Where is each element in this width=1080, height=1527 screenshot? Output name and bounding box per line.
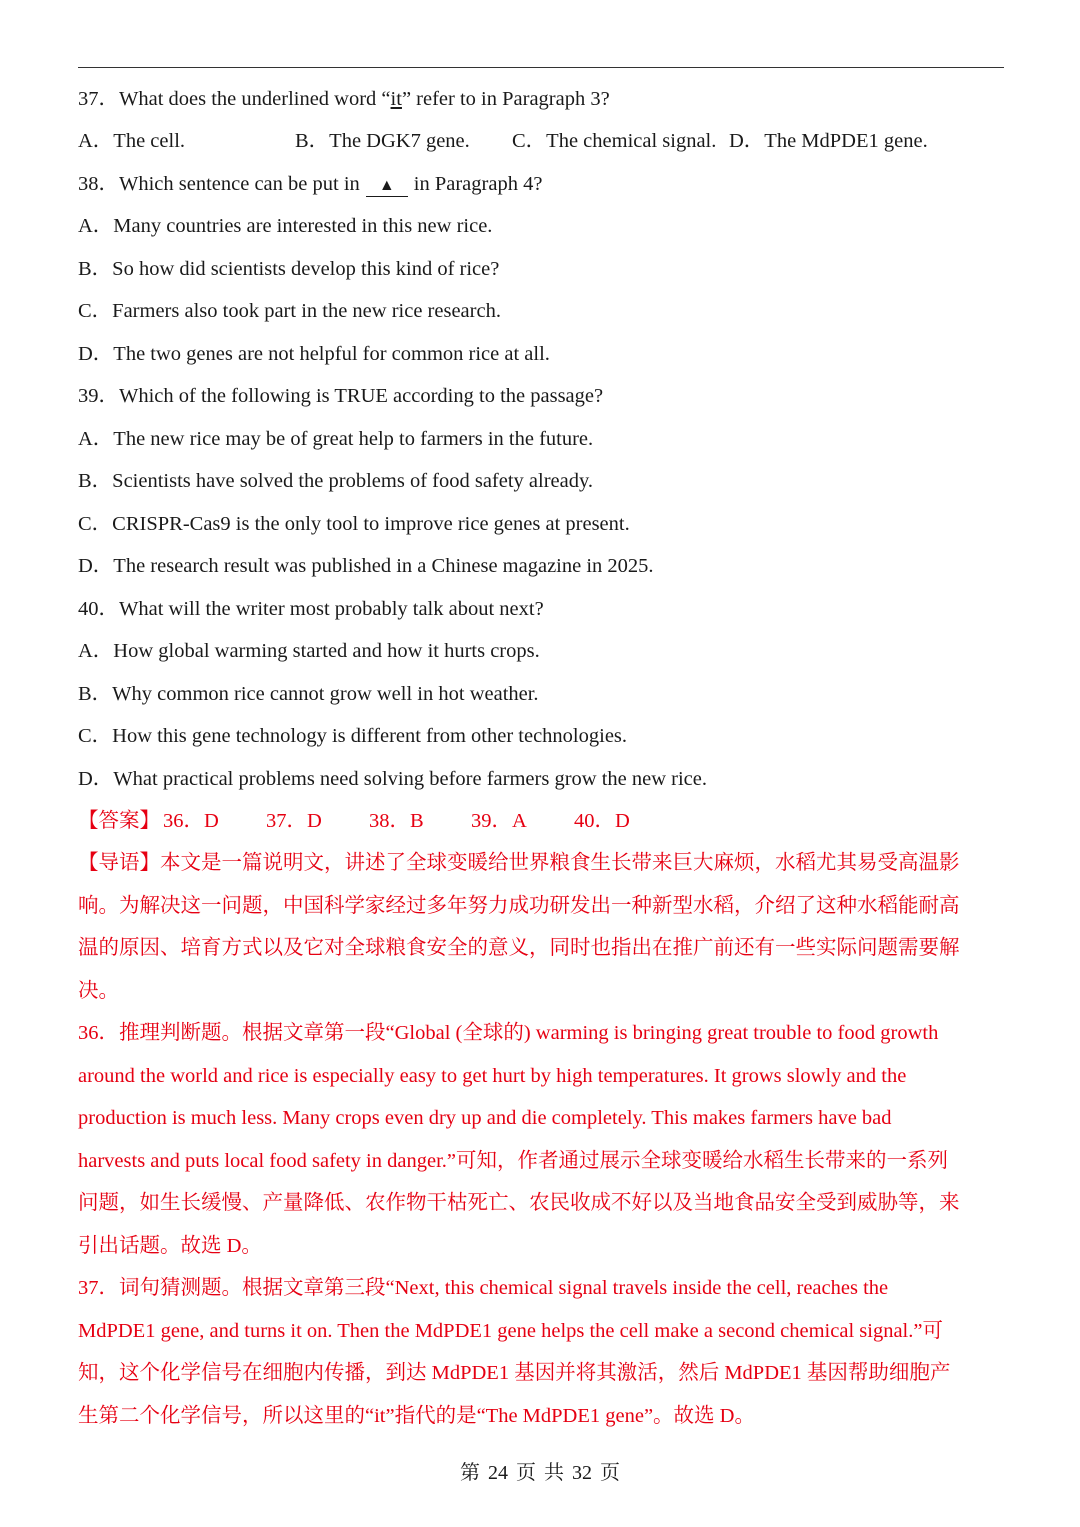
option-38-b: B．So how did scientists develop this kind of rice? [78, 258, 500, 280]
explanation-37-line: MdPDE1 gene, and turns it on. Then the MdPDE1 gene helps the cell make a second chemical signal.”可 [78, 1320, 943, 1342]
explanation-36-line: harvests and puts local food safety in danger.”可知，作者通过展示全球变暖给水稻生长带来的一系列 [78, 1150, 948, 1172]
page-footer [0, 1460, 1080, 1486]
page-current: 24 [488, 1462, 508, 1484]
footer-label: 第 [460, 1462, 480, 1484]
answer-40: 40．D [574, 810, 630, 832]
option-40-c: C．How this gene technology is different from other technologies. [78, 725, 628, 747]
footer-label: 共 [544, 1462, 564, 1484]
explanation-36-line: around the world and rice is especially easy to get hurt by high temperatures. It grows slowly and the [78, 1065, 907, 1087]
explanation-37-line: 知，这个化学信号在细胞内传播，到达 MdPDE1 基因并将其激活，然后 MdPDE1 基因帮助细胞产 [78, 1362, 951, 1384]
option-37-c: C．The chemical signal. [512, 130, 717, 152]
answer-36: 36．D [163, 810, 219, 832]
guide-line: 决。 [78, 980, 119, 1002]
answer-label: 【答案】 [78, 810, 160, 832]
question-37-stem: 37．What does the underlined word “it” refer to in Paragraph 3? [78, 88, 610, 110]
explanation-37-line: 37．词句猜测题。根据文章第三段“Next, this chemical signal travels inside the cell, reaches the [78, 1277, 889, 1299]
page-total: 32 [572, 1462, 592, 1484]
header-rule [78, 67, 1004, 68]
underlined-word: it [390, 88, 402, 110]
answer-key [78, 808, 1004, 834]
answer-37: 37．D [266, 810, 322, 832]
option-40-a: A．How global warming started and how it hurts crops. [78, 640, 540, 662]
question-40-stem: 40．What will the writer most probably talk about next? [78, 598, 544, 620]
footer-label: 页 [516, 1462, 536, 1484]
footer-label: 页 [600, 1462, 620, 1484]
answer-39: 39．A [471, 810, 527, 832]
option-37-d: D．The MdPDE1 gene. [729, 130, 928, 152]
explanation-36-line: production is much less. Many crops even dry up and die completely. This makes farmers have bad [78, 1107, 892, 1129]
blank-marker: ▲ [366, 176, 408, 197]
option-39-b: B．Scientists have solved the problems of food safety already. [78, 470, 594, 492]
option-39-d: D．The research result was published in a Chinese magazine in 2025. [78, 555, 654, 577]
question-37-options [78, 128, 1004, 154]
option-38-d: D．The two genes are not helpful for common rice at all. [78, 343, 550, 365]
option-38-c: C．Farmers also took part in the new rice research. [78, 300, 501, 322]
option-40-d: D．What practical problems need solving before farmers grow the new rice. [78, 768, 707, 790]
option-38-a: A．Many countries are interested in this new rice. [78, 215, 493, 237]
guide-line: 响。为解决这一问题，中国科学家经过多年努力成功研发出一种新型水稻，介绍了这种水稻能耐高 [78, 895, 960, 917]
answer-38: 38．B [369, 810, 424, 832]
question-38-stem: 38．Which sentence can be put in ▲ in Paragraph 4? [78, 173, 543, 195]
option-37-a: A．The cell. [78, 130, 186, 152]
option-37-b: B．The DGK7 gene. [295, 130, 470, 152]
question-39-stem: 39．Which of the following is TRUE according to the passage? [78, 385, 604, 407]
explanation-36-line: 36．推理判断题。根据文章第一段“Global (全球的) warming is bringing great trouble to food growth [78, 1022, 939, 1044]
explanation-37-line: 生第二个化学信号，所以这里的“it”指代的是“The MdPDE1 gene”。故选 D。 [78, 1405, 755, 1427]
guide-line: 温的原因、培育方式以及它对全球粮食安全的意义，同时也指出在推广前还有一些实际问题需要解 [78, 937, 960, 959]
explanation-36-line: 问题，如生长缓慢、产量降低、农作物干枯死亡、农民收成不好以及当地食品安全受到威胁等，来 [78, 1192, 960, 1214]
guide-line: 【导语】本文是一篇说明文，讲述了全球变暖给世界粮食生长带来巨大麻烦，水稻尤其易受高温影 [78, 852, 960, 874]
option-40-b: B．Why common rice cannot grow well in hot weather. [78, 683, 539, 705]
option-39-a: A．The new rice may be of great help to farmers in the future. [78, 428, 594, 450]
option-39-c: C．CRISPR-Cas9 is the only tool to improve rice genes at present. [78, 513, 630, 535]
explanation-36-line: 引出话题。故选 D。 [78, 1235, 262, 1257]
